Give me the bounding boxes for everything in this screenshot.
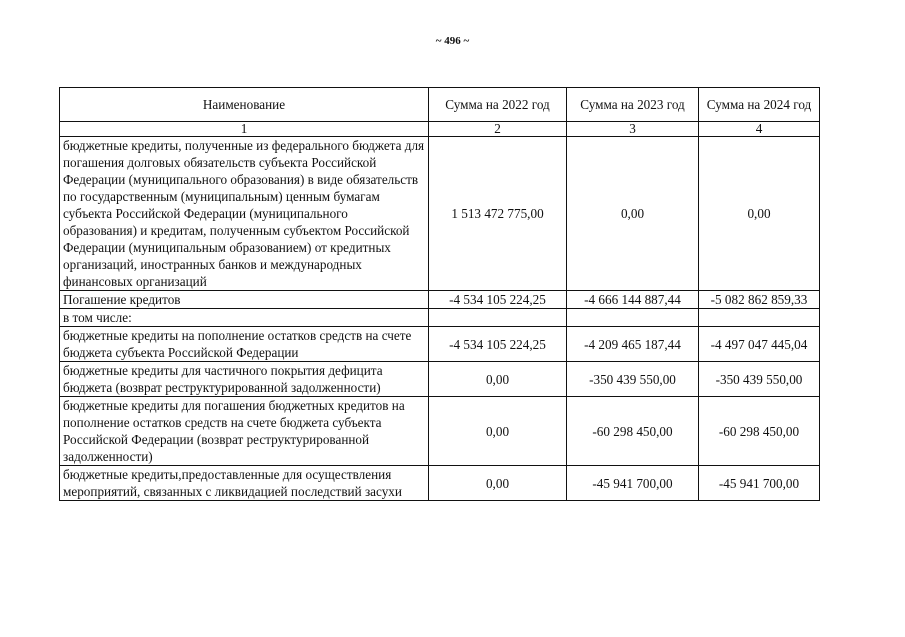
row-name: бюджетные кредиты для частичного покрытия дефицита бюджета (возврат реструктурированной задолженности) [60,362,429,397]
table-row [60,327,820,362]
page-number: ~ 496 ~ [435,35,470,47]
row-value-2023: 0,00 [567,137,699,291]
row-value-2024: -5 082 862 859,33 [699,291,820,309]
row-value-2024: -350 439 550,00 [699,362,820,397]
row-value-2022: 0,00 [429,466,567,501]
column-number: 3 [567,122,699,137]
column-number: 2 [429,122,567,137]
row-name: в том числе: [60,309,429,327]
table-row [60,309,820,327]
table-row [60,397,820,466]
header-2024: Сумма на 2024 год [699,88,820,122]
row-name: Погашение кредитов [60,291,429,309]
budget-table [59,87,820,501]
row-value-2022: 0,00 [429,397,567,466]
row-value-2023: -350 439 550,00 [567,362,699,397]
column-number: 1 [60,122,429,137]
header-row [60,88,820,122]
row-value-2024: -4 497 047 445,04 [699,327,820,362]
table-row [60,466,820,501]
row-value-2024: -45 941 700,00 [699,466,820,501]
row-name: бюджетные кредиты,предоставленные для осуществления мероприятий, связанных с ликвидацией последствий засухи [60,466,429,501]
row-value-2024: 0,00 [699,137,820,291]
row-value-2023: -60 298 450,00 [567,397,699,466]
row-name: бюджетные кредиты, полученные из федерального бюджета для погашения долговых обязательств субъекта Российской Федерации (муниципального образования) в виде обязательств по государственным (муниципальным) ценным бумагам субъекта Российской Федерации (муниципального образования) и кредитам, полученным субъектом Российской Федерации (муниципальным образованием) от кредитных организаций, иностранных банков и международных финансовых организаций [60,137,429,291]
column-number-row [60,122,820,137]
row-value-2022: 0,00 [429,362,567,397]
row-value-2024: -60 298 450,00 [699,397,820,466]
row-value-2024 [699,309,820,327]
table-row [60,137,820,291]
row-value-2023 [567,309,699,327]
header-name: Наименование [60,88,429,122]
row-value-2023: -45 941 700,00 [567,466,699,501]
row-name: бюджетные кредиты на пополнение остатков средств на счете бюджета субъекта Российской Федерации [60,327,429,362]
header-2022: Сумма на 2022 год [429,88,567,122]
row-value-2023: -4 666 144 887,44 [567,291,699,309]
row-name: бюджетные кредиты для погашения бюджетных кредитов на пополнение остатков средств на счете бюджета субъекта Российской Федерации (возврат реструктурированной задолженности) [60,397,429,466]
header-2023: Сумма на 2023 год [567,88,699,122]
row-value-2022 [429,309,567,327]
table-row [60,291,820,309]
row-value-2022: -4 534 105 224,25 [429,327,567,362]
row-value-2022: -4 534 105 224,25 [429,291,567,309]
row-value-2023: -4 209 465 187,44 [567,327,699,362]
row-value-2022: 1 513 472 775,00 [429,137,567,291]
column-number: 4 [699,122,820,137]
table-row [60,362,820,397]
